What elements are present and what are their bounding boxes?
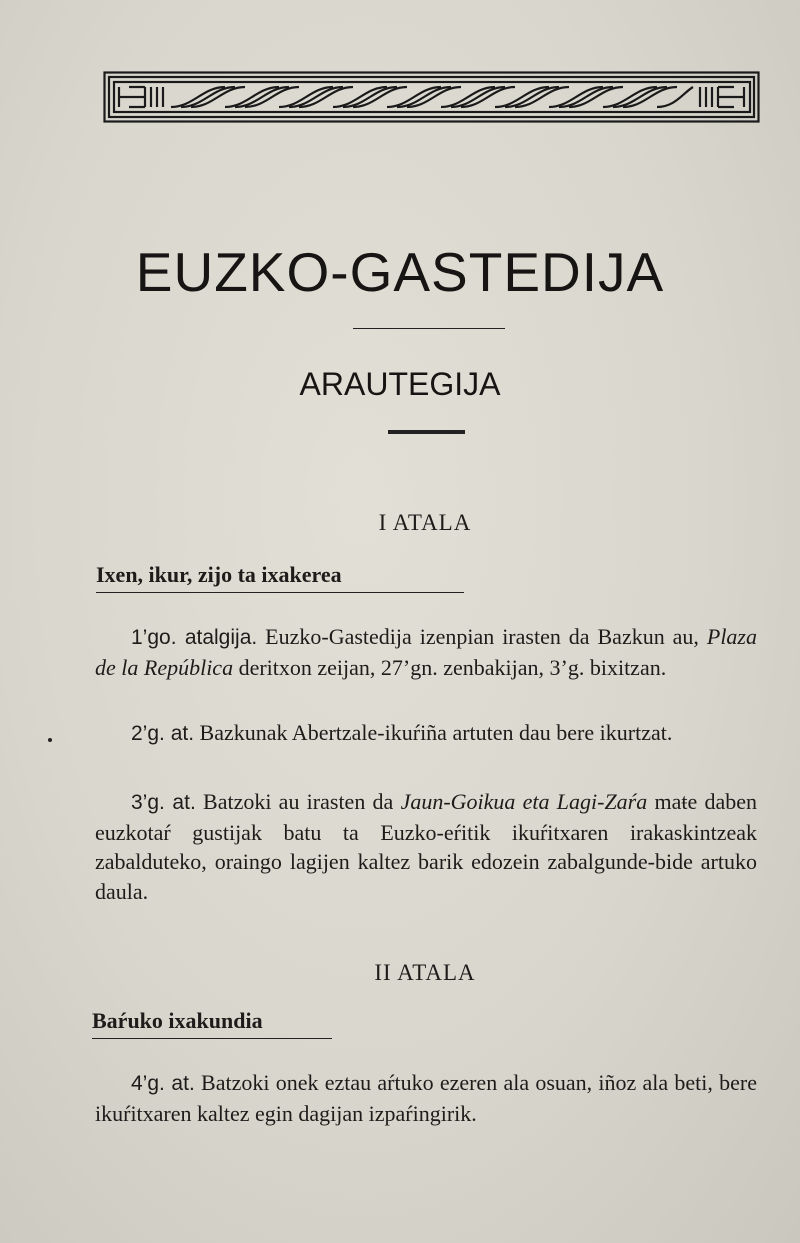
article-4-number: 4’g. at. [131,1072,195,1095]
article-3-number: 3’g. at. [131,791,196,814]
chapter-2-heading: Baŕuko ixakundia [92,1008,332,1039]
article-3-text-a: Batzoki au irasten da [195,789,401,814]
article-4 [95,1068,757,1128]
article-2 [95,718,757,749]
chapter-2-label: II ATALA [374,960,476,985]
document-subtitle: ARAUTEGIJA [299,366,501,402]
chapter-1-heading: Ixen, ikur, zijo ta ixakerea [96,562,464,593]
article-2-text: Bazkunak Abertzale-ikuŕiña artuten dau bere ikurtzat. [194,720,673,745]
chapter-1-label: I ATALA [378,510,472,535]
article-4-text: Batzoki onek eztau aŕtuko ezeren ala osuan, iñoz ala beti, bere ikuŕitxaren kaltez egin dagijan izpaŕingirik. [95,1070,757,1126]
show-through-shadow-title [0,305,800,372]
article-1-place-name: Plaza de la República [95,624,757,680]
article-3-emphasis: Jaun-Goikua eta Lagi-Zaŕa [400,789,648,814]
article-1 [95,622,757,682]
document-title: EUZKO-GASTEDIJA [135,241,665,303]
title-divider [353,328,505,329]
article-3 [95,787,757,906]
ink-speck [48,738,52,742]
article-1-text-b: deritxon zeijan, 27’gn. zenbakijan, 3’g. bixitzan. [233,654,667,680]
article-1-text-a: Euzko-Gastedija izenpian irasten da Bazkun au, [257,624,707,649]
article-2-number: 2’g. at. [131,722,195,745]
subtitle-divider [388,430,465,434]
article-3-text-b: maŧe daben euzkotaŕ gustijak batu ta Euzko-eŕitik ikuŕitxaren irakaskintzeak zabalduteko, oraingo lagijen kaltez barik edozein zabalgunde-bide artuko daula. [95,789,757,904]
meander-border-ornament [103,71,760,123]
article-1-number: 1’go. atalgija. [131,626,258,649]
